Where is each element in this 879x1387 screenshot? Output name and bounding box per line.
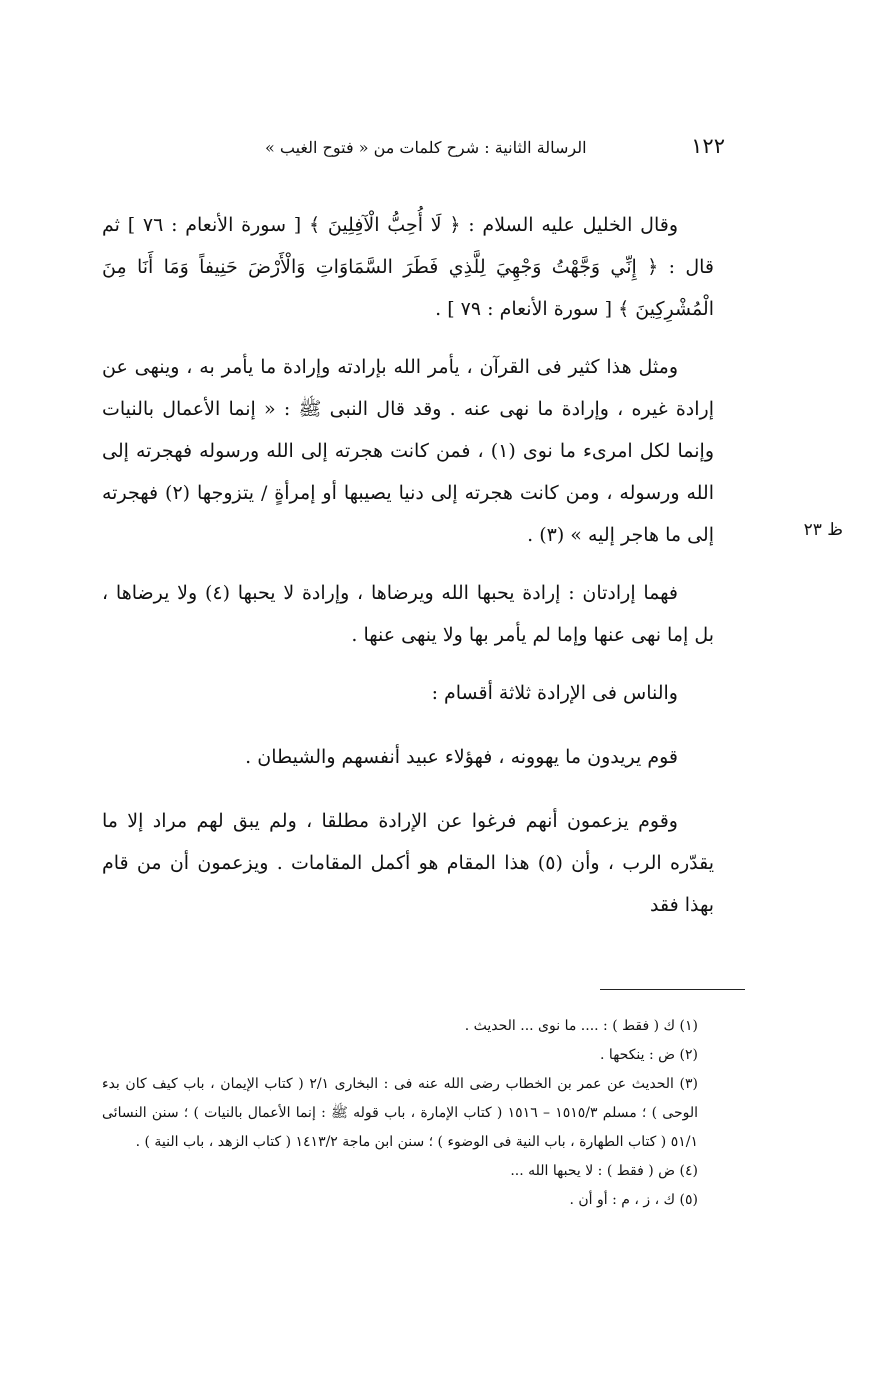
footnote: (١) ك ( فقط ) : .... ما نوى ... الحديث . bbox=[464, 1018, 698, 1034]
main-text bbox=[102, 204, 714, 926]
paragraph: قوم يريدون ما يهوونه ، فهؤلاء عبيد أنفسهم والشيطان . bbox=[245, 746, 678, 768]
footnote: (٢) ض : ينكحها . bbox=[600, 1047, 698, 1063]
page-number: ١٢٢ bbox=[691, 134, 725, 158]
running-title: الرسالة الثانية : شرح كلمات من « فتوح الغيب » bbox=[265, 138, 587, 157]
paragraph: وقال الخليل عليه السلام : ﴿ لَا أُحِبُّ الْآفِلِينَ ﴾ [ سورة الأنعام : ٧٦ ] ثم قال : ﴿ إِنِّي وَجَّهْتُ وَجْهِيَ لِلَّذِي فَطَرَ السَّمَاوَاتِ وَالْأَرْضَ حَنِيفاً وَمَا أَنَا مِنَ الْمُشْرِكِينَ ﴾ [ سورة الأنعام : ٧٩ ] . bbox=[102, 214, 714, 320]
page-header bbox=[265, 134, 725, 170]
footnotes bbox=[102, 1012, 714, 1215]
paragraph: وقوم يزعمون أنهم فرغوا عن الإرادة مطلقا ، ولم يبق لهم مراد إلا ما يقدّره الرب ، وأن (٥) هذا المقام هو أكمل المقامات . ويزعمون أن من قام بهذا فقد bbox=[102, 810, 714, 916]
footnote: (٥) ك ، ز ، م : أو أن . bbox=[569, 1192, 698, 1208]
margin-manuscript-note: ظ ٢٣ bbox=[803, 520, 843, 540]
footnote-divider bbox=[600, 989, 745, 990]
footnote: (٤) ض ( فقط ) : لا يحبها الله ... bbox=[510, 1163, 698, 1179]
paragraph: والناس فى الإرادة ثلاثة أقسام : bbox=[431, 682, 678, 704]
paragraph: ومثل هذا كثير فى القرآن ، يأمر الله بإرادته وإرادة ما يأمر به ، وينهى عن إرادة غيره ، وإرادة ما نهى عنه . وقد قال النبى ﷺ : « إنما الأعمال بالنيات وإنما لكل امرىء ما نوى (١) ، فمن كانت هجرته إلى الله ورسوله فهجرته إلى الله ورسوله ، ومن كانت هجرته إلى دنيا يصيبها أو إمرأةٍ / يتزوجها (٢) فهجرته إلى ما هاجر إليه » (٣) . bbox=[102, 356, 715, 546]
footnote: (٣) الحديث عن عمر بن الخطاب رضى الله عنه فى : البخارى ٢/١ ( كتاب الإيمان ، باب كيف كان بدء الوحى ) ؛ مسلم ١٥١٥/٣ – ١٥١٦ ( كتاب الإمارة ، باب قوله ﷺ : إنما الأعمال بالنيات ) ؛ سنن النسائى ٥١/١ ( كتاب الطهارة ، باب النية فى الوضوء ) ؛ سنن ابن ماجة ١٤١٣/٢ ( كتاب الزهد ، باب النية ) . bbox=[102, 1076, 699, 1150]
paragraph: فهما إرادتان : إرادة يحبها الله ويرضاها ، وإرادة لا يحبها (٤) ولا يرضاها ، بل إما نهى عنها وإما لم يأمر بها ولا ينهى عنها . bbox=[102, 582, 714, 646]
